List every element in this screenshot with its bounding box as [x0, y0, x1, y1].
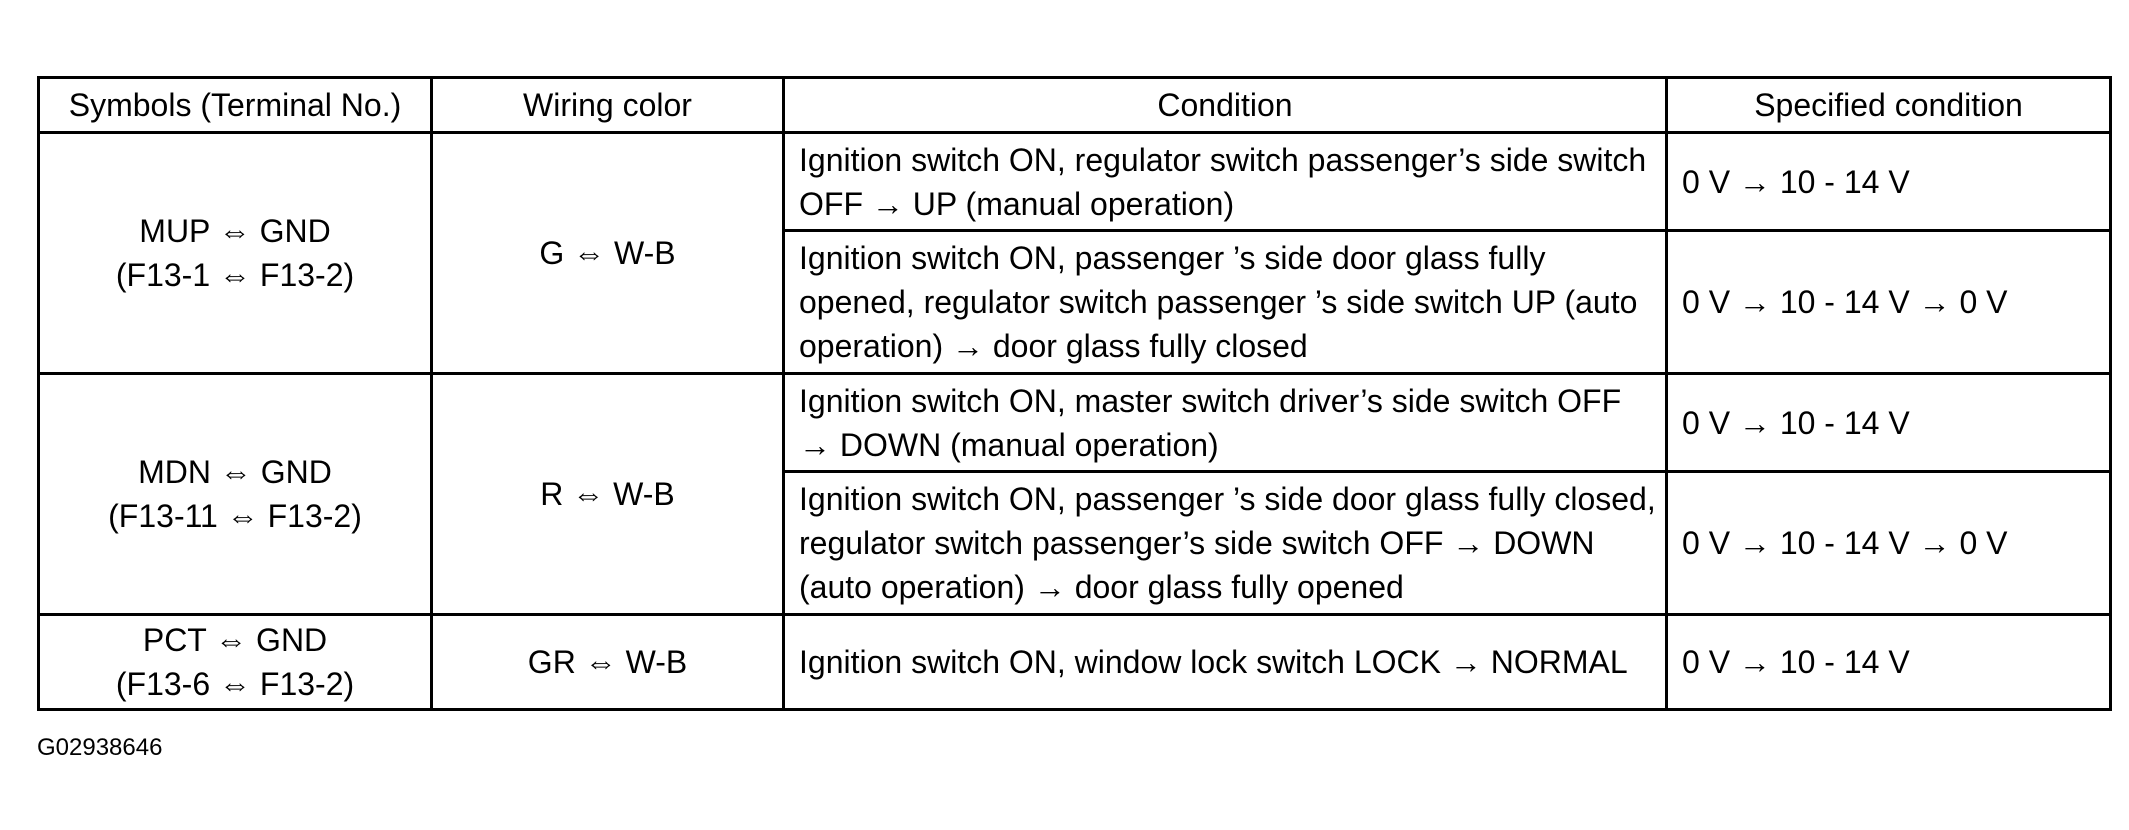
header-symbols: Symbols (Terminal No.) — [39, 78, 432, 133]
header-wiring-color: Wiring color — [432, 78, 784, 133]
specified-condition-cell: 0 V → 10 - 14 V — [1667, 374, 2111, 472]
table-row — [39, 133, 2111, 231]
condition-line: Ignition switch ON, window lock switch LOCK → NORMAL — [799, 644, 1628, 680]
symbol-name: MDN ⇔ GND — [138, 454, 332, 490]
condition-line: (auto operation) → door glass fully opened — [799, 569, 1404, 605]
condition-cell — [784, 231, 1667, 374]
condition-line: opened, regulator switch passenger ’s side switch UP (auto — [799, 284, 1638, 320]
condition-cell — [784, 133, 1667, 231]
condition-line: Ignition switch ON, master switch driver’s side switch OFF — [799, 382, 1622, 419]
specified-condition-cell: 0 V → 10 - 14 V — [1667, 615, 2111, 710]
condition-cell — [784, 472, 1667, 615]
table-row — [39, 615, 2111, 710]
table-row — [39, 374, 2111, 472]
symbol-cell — [39, 615, 432, 710]
condition-line: regulator switch passenger’s side switch OFF → DOWN — [799, 525, 1595, 561]
wiring-color-cell: GR ⇔ W-B — [432, 615, 784, 710]
symbol-name: PCT ⇔ GND — [142, 622, 328, 658]
terminal-numbers: (F13-1 ⇔ F13-2) — [115, 257, 355, 293]
symbol-cell — [39, 374, 432, 615]
condition-line: → DOWN (manual operation) — [799, 426, 1219, 463]
wiring-color-cell: G ⇔ W-B — [432, 133, 784, 374]
header-condition: Condition — [784, 78, 1667, 133]
table-header-row — [39, 78, 2111, 133]
figure-id: G02938646 — [37, 734, 163, 761]
specified-condition-cell: 0 V → 10 - 14 V — [1667, 133, 2111, 231]
terminal-numbers: (F13-6 ⇔ F13-2) — [115, 666, 355, 702]
condition-line: OFF → UP (manual operation) — [799, 185, 1235, 222]
condition-line: Ignition switch ON, regulator switch passenger’s side switch — [799, 141, 1647, 178]
header-specified-condition: Specified condition — [1667, 78, 2111, 133]
terminal-numbers: (F13-11 ⇔ F13-2) — [108, 498, 362, 534]
condition-line: operation) → door glass fully closed — [799, 328, 1308, 364]
wiring-color-cell: R ⇔ W-B — [432, 374, 784, 615]
condition-line: Ignition switch ON, passenger ’s side door glass fully closed, — [799, 481, 1656, 517]
specified-condition-cell: 0 V → 10 - 14 V → 0 V — [1667, 472, 2111, 615]
symbol-name: MUP ⇔ GND — [139, 213, 331, 249]
terminal-spec-table — [37, 76, 2112, 711]
condition-cell — [784, 615, 1667, 710]
condition-line: Ignition switch ON, passenger ’s side door glass fully — [799, 240, 1546, 276]
specified-condition-cell: 0 V → 10 - 14 V → 0 V — [1667, 231, 2111, 374]
condition-cell — [784, 374, 1667, 472]
symbol-cell — [39, 133, 432, 374]
